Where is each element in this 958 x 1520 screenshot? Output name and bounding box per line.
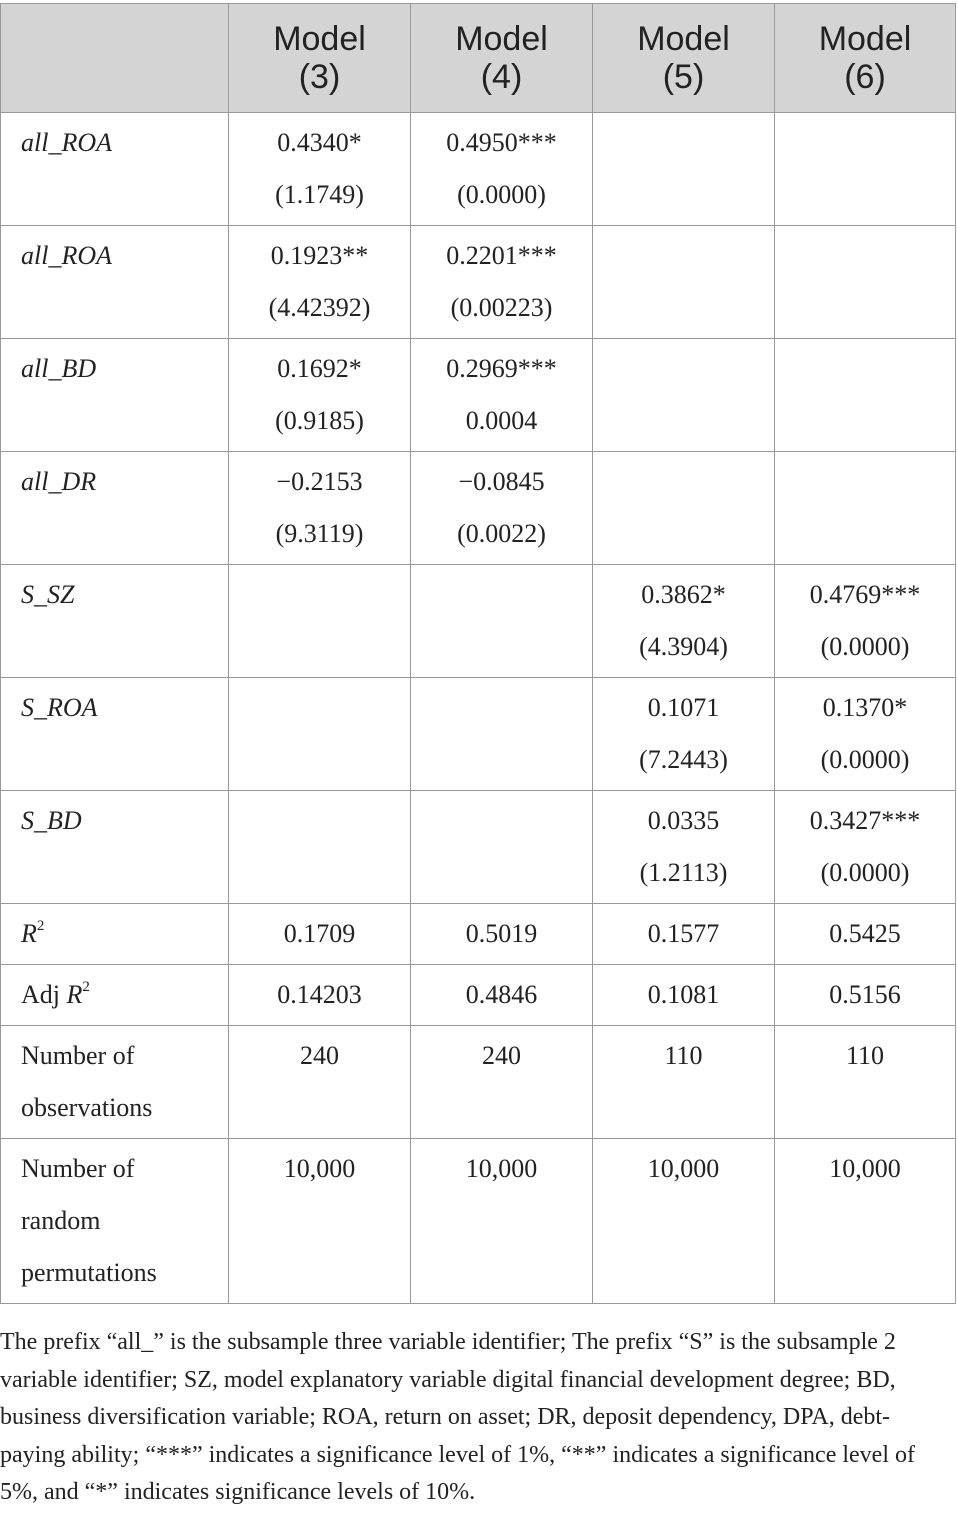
value-cell: [593, 791, 775, 904]
row-label-cell: [1, 678, 229, 791]
table-header: [1, 4, 956, 113]
value-cell-empty: [775, 226, 956, 339]
value-cell: [229, 226, 411, 339]
value-cell: [229, 904, 411, 965]
coefficient: 0.4340*: [277, 128, 362, 157]
table-row: [1, 565, 956, 678]
stat-value: 10,000: [647, 1154, 720, 1183]
header-cell-corner: [1, 4, 229, 113]
value-cell-empty: [411, 678, 593, 791]
table-row: [1, 1026, 956, 1139]
std-value: (4.3904): [639, 632, 728, 661]
value-cell-empty: [593, 339, 775, 452]
coefficient: 0.4950***: [446, 128, 557, 157]
value-cell: [775, 791, 956, 904]
table-footnote: The prefix “all_” is the subsample three variable identifier; The prefix “S” is the subsample 2 variable identifier; SZ, model explanatory variable digital financial development degree; BD, business diversification variable; ROA, return on asset; DR, deposit dependency, DPA, debt-paying ability; “***” indicates a significance level of 1%, “**” indicates a significance level of 5%, and “*” indicates significance levels of 10%.: [0, 1329, 915, 1506]
stat-value: 110: [664, 1041, 703, 1070]
value-cell: [411, 904, 593, 965]
value-cell-empty: [593, 452, 775, 565]
value-cell: [411, 1139, 593, 1304]
value-cell: [593, 1026, 775, 1139]
header-cell-model-4: Model (4): [411, 4, 593, 113]
value-cell: [411, 339, 593, 452]
row-label: S_SZ: [21, 580, 75, 609]
stat-value: 10,000: [283, 1154, 356, 1183]
std-value: (0.0000): [457, 180, 546, 209]
value-cell: [775, 565, 956, 678]
row-label-cell: [1, 339, 229, 452]
row-label-italic: R: [66, 980, 83, 1009]
row-label-cell: [1, 1139, 229, 1304]
value-cell-empty: [775, 452, 956, 565]
table-row: [1, 904, 956, 965]
value-cell: [229, 1026, 411, 1139]
superscript: 2: [82, 979, 90, 995]
row-label-cell: [1, 113, 229, 226]
row-label-cell: [1, 226, 229, 339]
value-cell: [411, 113, 593, 226]
stat-value: 10,000: [465, 1154, 538, 1183]
coefficient: 0.0335: [647, 806, 720, 835]
row-label: Number of observations: [21, 1041, 153, 1122]
table-row: [1, 1139, 956, 1304]
header-cell-model-6: Model (6): [775, 4, 956, 113]
row-label: Adj: [21, 980, 67, 1009]
coefficient: −0.0845: [458, 467, 545, 496]
table-body: [1, 113, 956, 1304]
header-row: [1, 4, 956, 113]
row-label-cell: [1, 965, 229, 1026]
value-cell-empty: [411, 791, 593, 904]
value-cell: [593, 965, 775, 1026]
stat-value: 0.5425: [829, 919, 901, 948]
value-cell: [775, 1139, 956, 1304]
coefficient: −0.2153: [276, 467, 363, 496]
value-cell: [229, 452, 411, 565]
table-row: [1, 452, 956, 565]
header-cell-model-3: Model (3): [229, 4, 411, 113]
value-cell: [593, 678, 775, 791]
value-cell-empty: [775, 339, 956, 452]
stat-value: 0.4846: [465, 980, 538, 1009]
value-cell-empty: [229, 791, 411, 904]
table-row: [1, 791, 956, 904]
row-label-cell: [1, 1026, 229, 1139]
std-value: (0.0000): [820, 858, 910, 887]
coefficient: 0.1071: [647, 693, 720, 722]
std-value: (9.3119): [275, 519, 364, 548]
table-row: [1, 113, 956, 226]
value-cell: [775, 965, 956, 1026]
row-label: S_BD: [21, 806, 82, 835]
header-cell-model-5: Model (5): [593, 4, 775, 113]
coefficient: 0.3427***: [809, 806, 921, 835]
coefficient: 0.1692*: [277, 354, 362, 383]
table-row: [1, 226, 956, 339]
stat-value: 0.1577: [647, 919, 720, 948]
coefficient: 0.2969***: [446, 354, 557, 383]
value-cell: [775, 1026, 956, 1139]
stat-value: 240: [300, 1041, 339, 1070]
value-cell: [229, 965, 411, 1026]
value-cell: [775, 678, 956, 791]
value-cell: [411, 1026, 593, 1139]
table-row: [1, 965, 956, 1026]
row-label-cell: [1, 904, 229, 965]
coefficient: 0.4769***: [809, 580, 921, 609]
row-label-cell: [1, 452, 229, 565]
coefficient: 0.2201***: [446, 241, 557, 270]
value-cell: [229, 339, 411, 452]
std-value: 0.0004: [465, 406, 538, 435]
stat-value: 110: [845, 1041, 885, 1070]
stat-value: 0.14203: [277, 980, 362, 1009]
stat-value: 240: [482, 1041, 521, 1070]
coefficient: 0.3862*: [641, 580, 726, 609]
row-label: all_BD: [21, 354, 97, 383]
std-value: (0.0000): [820, 632, 910, 661]
std-value: (0.0000): [820, 745, 910, 774]
value-cell-empty: [229, 565, 411, 678]
row-label: R: [21, 919, 37, 948]
stat-value: 0.5156: [829, 980, 901, 1009]
value-cell: [411, 965, 593, 1026]
std-value: (1.1749): [275, 180, 364, 209]
row-label: all_ROA: [21, 241, 112, 270]
row-label-cell: [1, 791, 229, 904]
value-cell-empty: [229, 678, 411, 791]
row-label-cell: [1, 565, 229, 678]
superscript: 2: [36, 918, 45, 934]
value-cell: [229, 1139, 411, 1304]
value-cell: [411, 226, 593, 339]
coefficient: 0.1923**: [270, 241, 369, 270]
value-cell: [593, 1139, 775, 1304]
value-cell: [593, 904, 775, 965]
stat-value: 0.1081: [647, 980, 720, 1009]
value-cell: [229, 113, 411, 226]
value-cell: [411, 452, 593, 565]
std-value: (0.00223): [450, 293, 553, 322]
row-label: S_ROA: [21, 693, 98, 722]
std-value: (7.2443): [639, 745, 728, 774]
coefficient: 0.1370*: [822, 693, 908, 722]
std-value: (0.9185): [275, 406, 364, 435]
row-label: all_ROA: [21, 128, 112, 157]
std-value: (1.2113): [639, 858, 728, 887]
table-row: [1, 678, 956, 791]
std-value: (4.42392): [268, 293, 371, 322]
std-value: (0.0022): [457, 519, 546, 548]
stat-value: 10,000: [829, 1154, 901, 1183]
value-cell: [593, 565, 775, 678]
table-row: [1, 339, 956, 452]
row-label: all_DR: [21, 467, 97, 496]
value-cell: [775, 904, 956, 965]
row-label: Number of random permutations: [21, 1154, 157, 1287]
value-cell-empty: [411, 565, 593, 678]
regression-table: [0, 3, 956, 1304]
value-cell-empty: [593, 226, 775, 339]
value-cell-empty: [593, 113, 775, 226]
value-cell-empty: [775, 113, 956, 226]
stat-value: 0.5019: [465, 919, 538, 948]
stat-value: 0.1709: [283, 919, 356, 948]
